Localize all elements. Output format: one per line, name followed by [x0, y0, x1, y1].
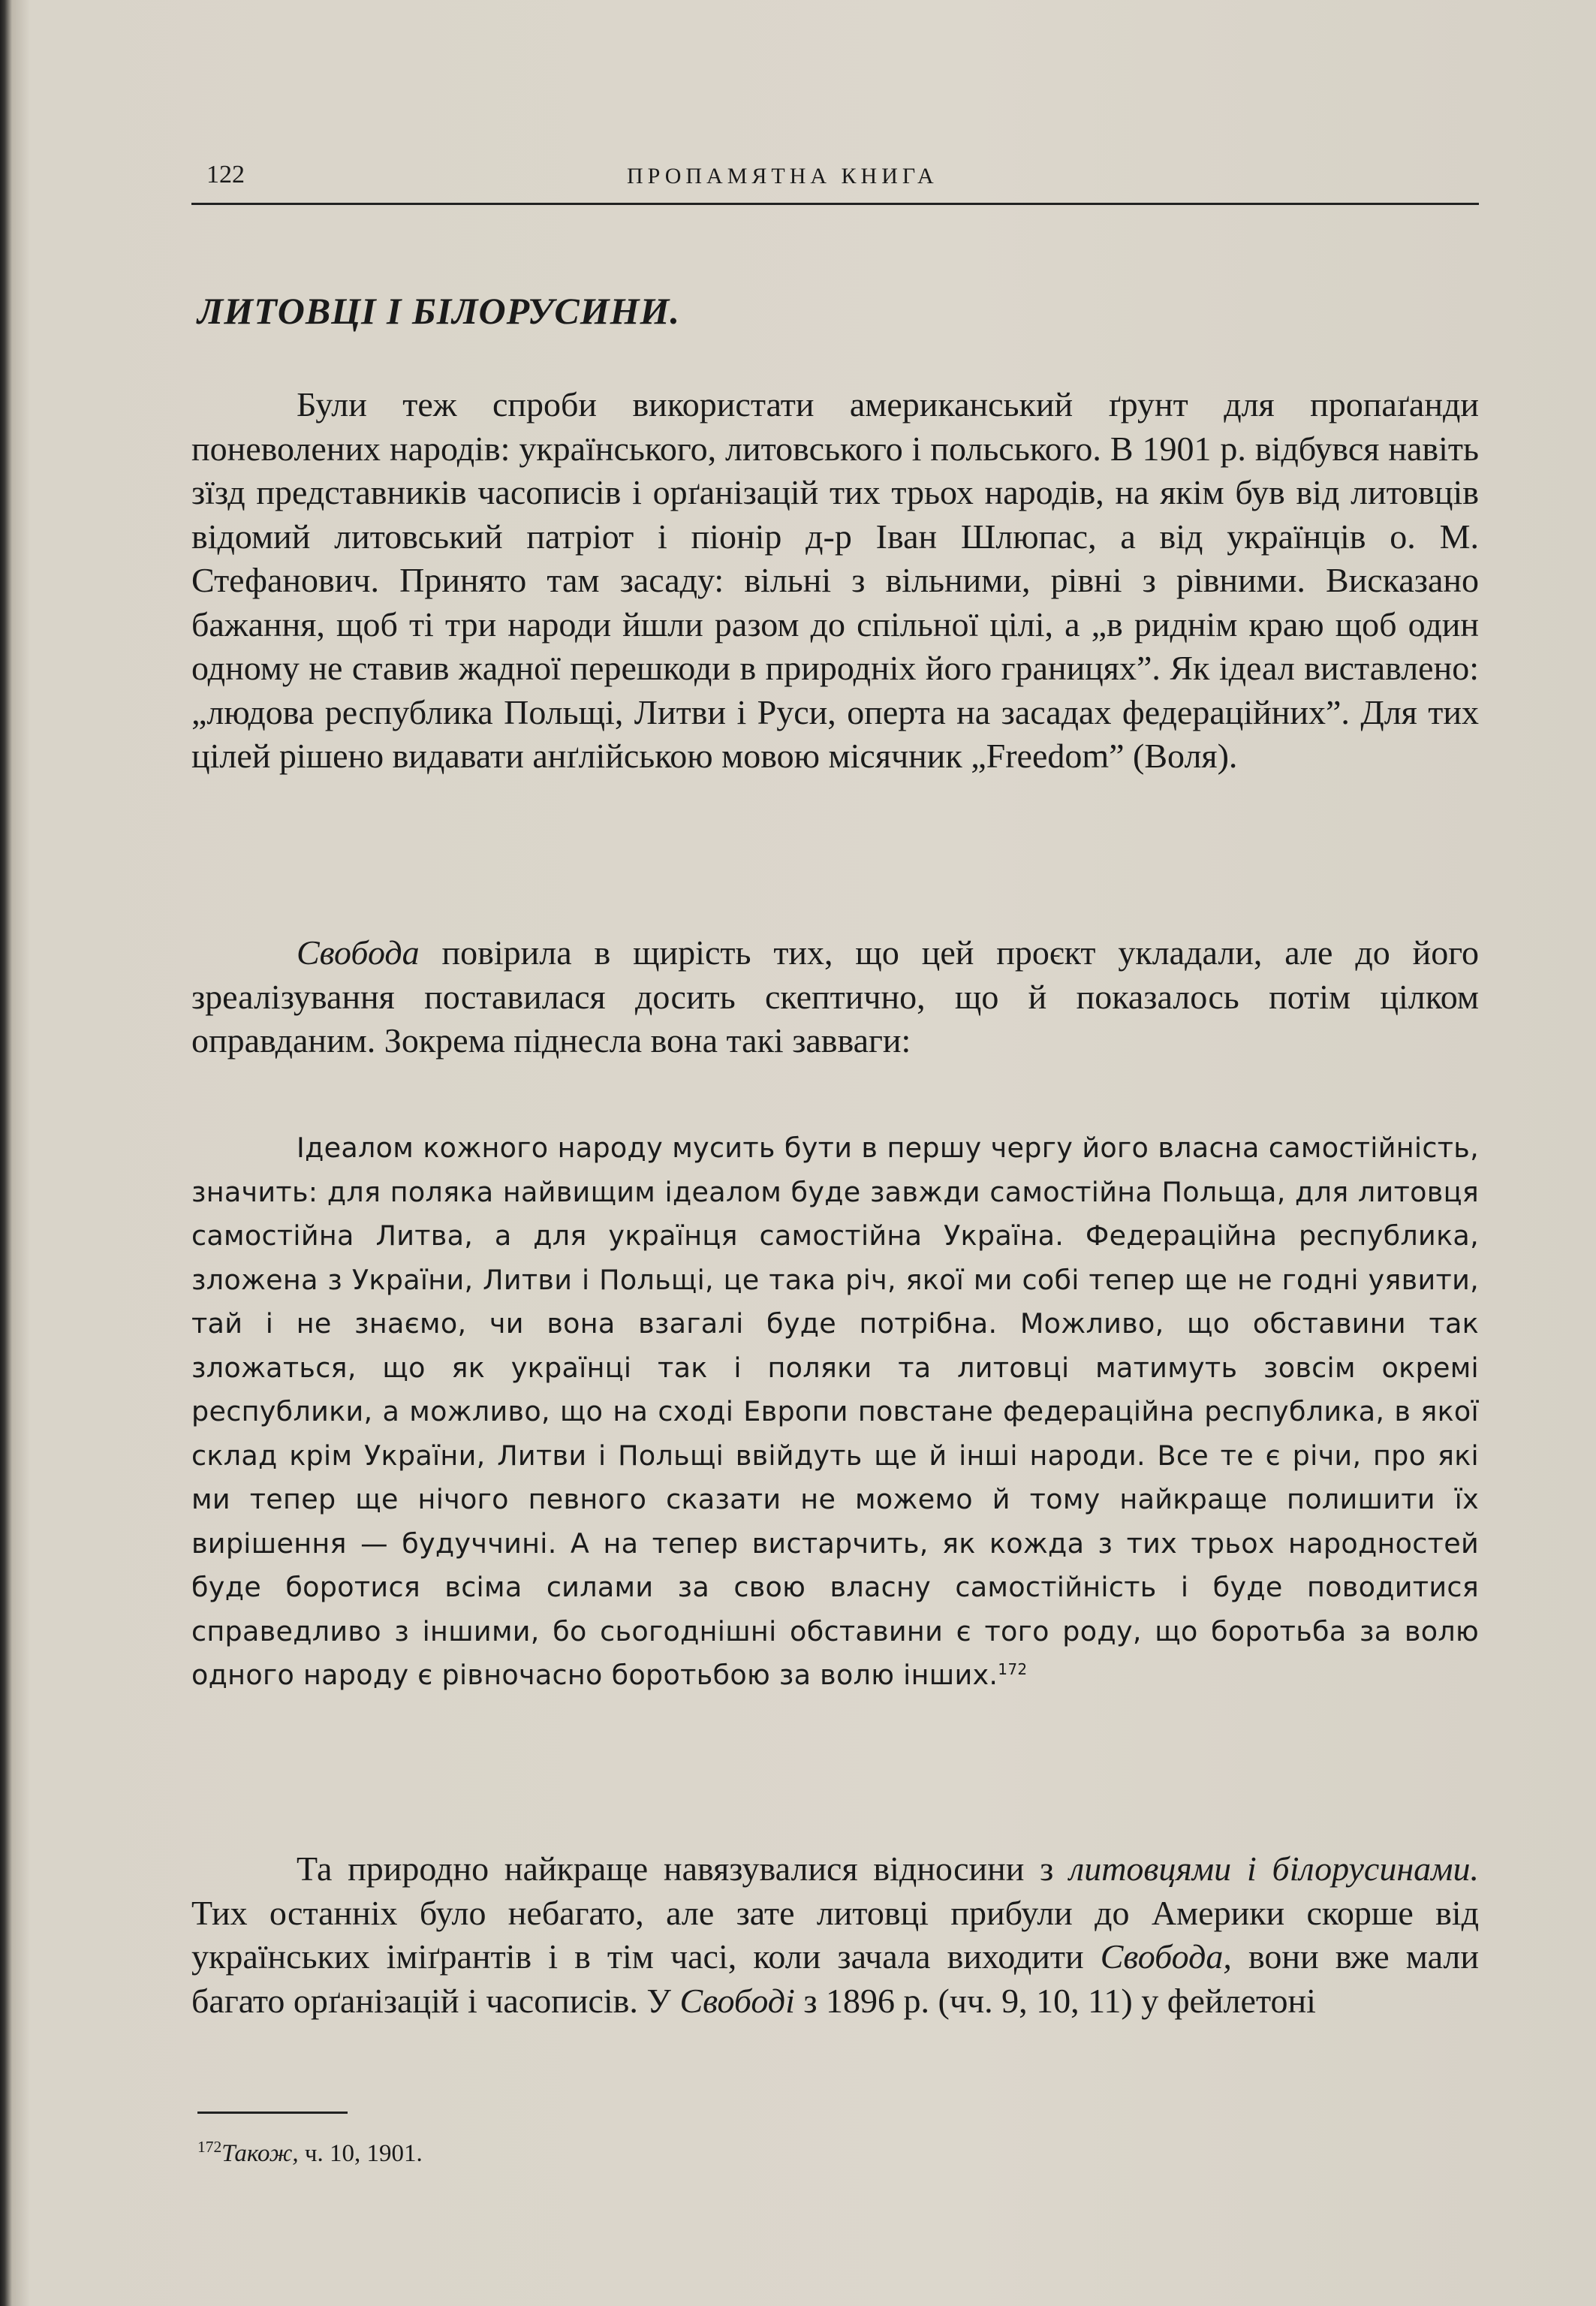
footnote: [197, 2140, 423, 2168]
italic-lytovtsiamy: литовцями і білорусинами.: [1069, 1849, 1479, 1888]
paragraph-1: Були теж спроби використати американський ґрунт для пропаґанди поневолених народів: українського, литовського і польського. В 1901 р. відбувся навіть зїзд представників часописів і орґанізацій тих трьох народів, на якім був від литовців відомий литовський патріот і піонір д-р Іван Шлюпас, а від українців о. М. Стефанович. Принято там засаду: вільні з вільними, рівні з рівними. Висказано бажання, щоб ті три народи йшли разом до спільної цілі, а „в риднім краю щоб один одному не ставив жадної перешкоди в природніх його границях”. Як ідеал виставлено: „людова республика Польщі, Литви і Руси, оперта на засадах федераційних”. Для тих цілей рішено видавати анґлійською мовою місячник „Freedom” (Воля).: [191, 385, 1479, 775]
paragraph-2-text: повірила в щирість тих, що цей проєкт укладали, але до його зреалізування поставилася досить скептично, що й показалось потім цілком оправданим. Зокрема піднесла вона такі завваги:: [191, 933, 1479, 1060]
paragraph-4-text-a: Та природно найкраще навязувалися відносини з: [297, 1849, 1070, 1888]
italic-svobodi: Свободі: [679, 1981, 795, 2020]
footnote-detail: ч. 10, 1901.: [298, 2140, 423, 2167]
quote-text: Ідеалом кожного народу мусить бути в першу чергу його власна самостійність, значить: для поляка найвищим ідеалом буде завжди самостійна Польща, для литовця самостійна Литва, а для українця самостійна Україна. Федераційна республика, зложена з України, Литви і Польщі, це така річ, якої ми собі тепер ще не годні уявити, тай і не знаємо, чи вона взагалі буде потрібна. Можливо, що обставини так зложаться, що як українці так і поляки та литовці матимуть зовсім окремі республики, а можливо, що на сході Европи повстане федераційна республика, в якої склад крім України, Литви і Польщі ввійдуть ще й інші народи. Все те є річи, про які ми тепер ще нічого певного сказати не можемо й тому найкраще полишити їх вирішення — будуччині. А на тепер вистарчить, як кожда з тих трьох народностей буде боротися всіма силами за свою власну самостійність і буде поводитися справедливо з іншими, бо сьогоднішні обставини є того роду, що боротьба за волю одного народу є рівночасно боротьбою за волю інших.: [191, 1132, 1479, 1691]
running-title: ПРОПАМЯТНА КНИГА: [627, 164, 938, 188]
footnote-mark: 172: [197, 2138, 222, 2156]
paragraph-4-text-c: вони вже мали багато орґанізацій і часописів. У: [191, 1937, 1479, 2020]
paragraph-4: [191, 1847, 1479, 2023]
section-title: ЛИТОВЦІ І БІЛОРУСИНИ.: [197, 290, 680, 332]
footnote-source: Також,: [221, 2140, 299, 2167]
page-number: 122: [206, 161, 245, 188]
paragraph-4-text-b: Тих останніх було небагато, але зате литовці прибули до Америки скорше від українських іміґрантів і в тім часі, коли зачала виходити: [191, 1893, 1479, 1976]
paragraph-4-text-d: з 1896 р. (чч. 9, 10, 11) у фейлетоні: [794, 1981, 1316, 2020]
footnote-divider: [197, 2112, 348, 2114]
italic-svoboda-2: Свобода,: [1100, 1937, 1232, 1976]
paragraph-2: [191, 931, 1479, 1063]
page-header: [191, 158, 1479, 205]
italic-svoboda: Свобода: [297, 933, 420, 972]
block-quote: [191, 1126, 1479, 1698]
footnote-reference: 172: [998, 1659, 1028, 1678]
